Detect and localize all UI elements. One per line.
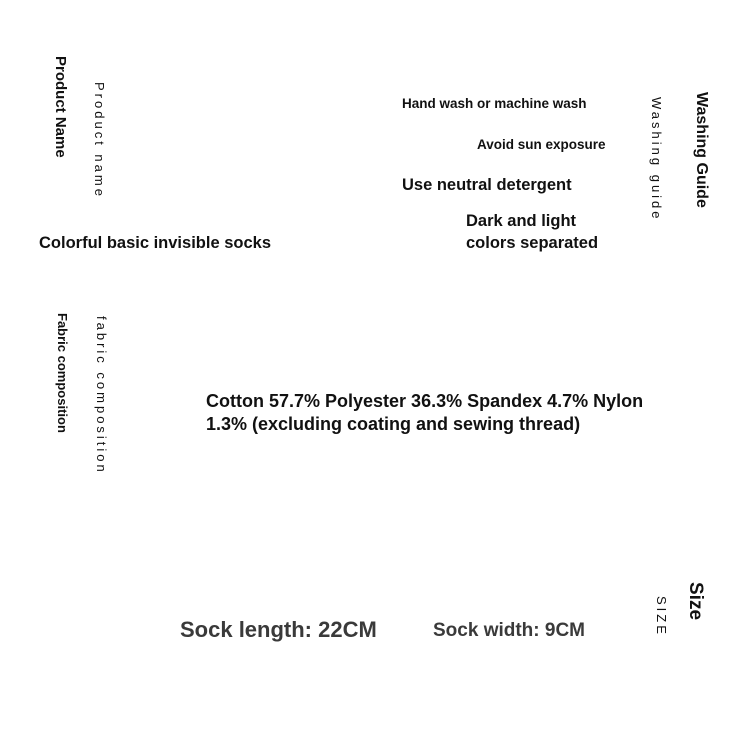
size-subheading: SIZE <box>654 596 669 637</box>
fabric-composition-value: Cotton 57.7% Polyester 36.3% Spandex 4.7% Nylon 1.3% (excluding coating and sewing thread) <box>206 391 644 434</box>
product-name-value: Colorful basic invisible socks <box>39 234 271 252</box>
fabric-composition-heading: Fabric composition <box>55 313 70 433</box>
washing-instruction: Hand wash or machine wash <box>402 96 587 111</box>
washing-guide-subheading: Washing guide <box>649 97 664 222</box>
washing-instruction: Use neutral detergent <box>402 176 572 194</box>
product-name-subheading: Product name <box>92 82 107 199</box>
product-name-heading: Product Name <box>52 56 69 158</box>
size-heading: Size <box>685 582 706 621</box>
washing-instruction: Dark and light colors separated <box>466 212 599 252</box>
washing-guide-heading: Washing Guide <box>693 92 710 208</box>
sock-width: Sock width: 9CM <box>433 620 586 641</box>
sock-length: Sock length: 22CM <box>180 617 377 642</box>
washing-instruction: Avoid sun exposure <box>477 137 606 152</box>
fabric-composition-subheading: fabric composition <box>94 316 109 475</box>
